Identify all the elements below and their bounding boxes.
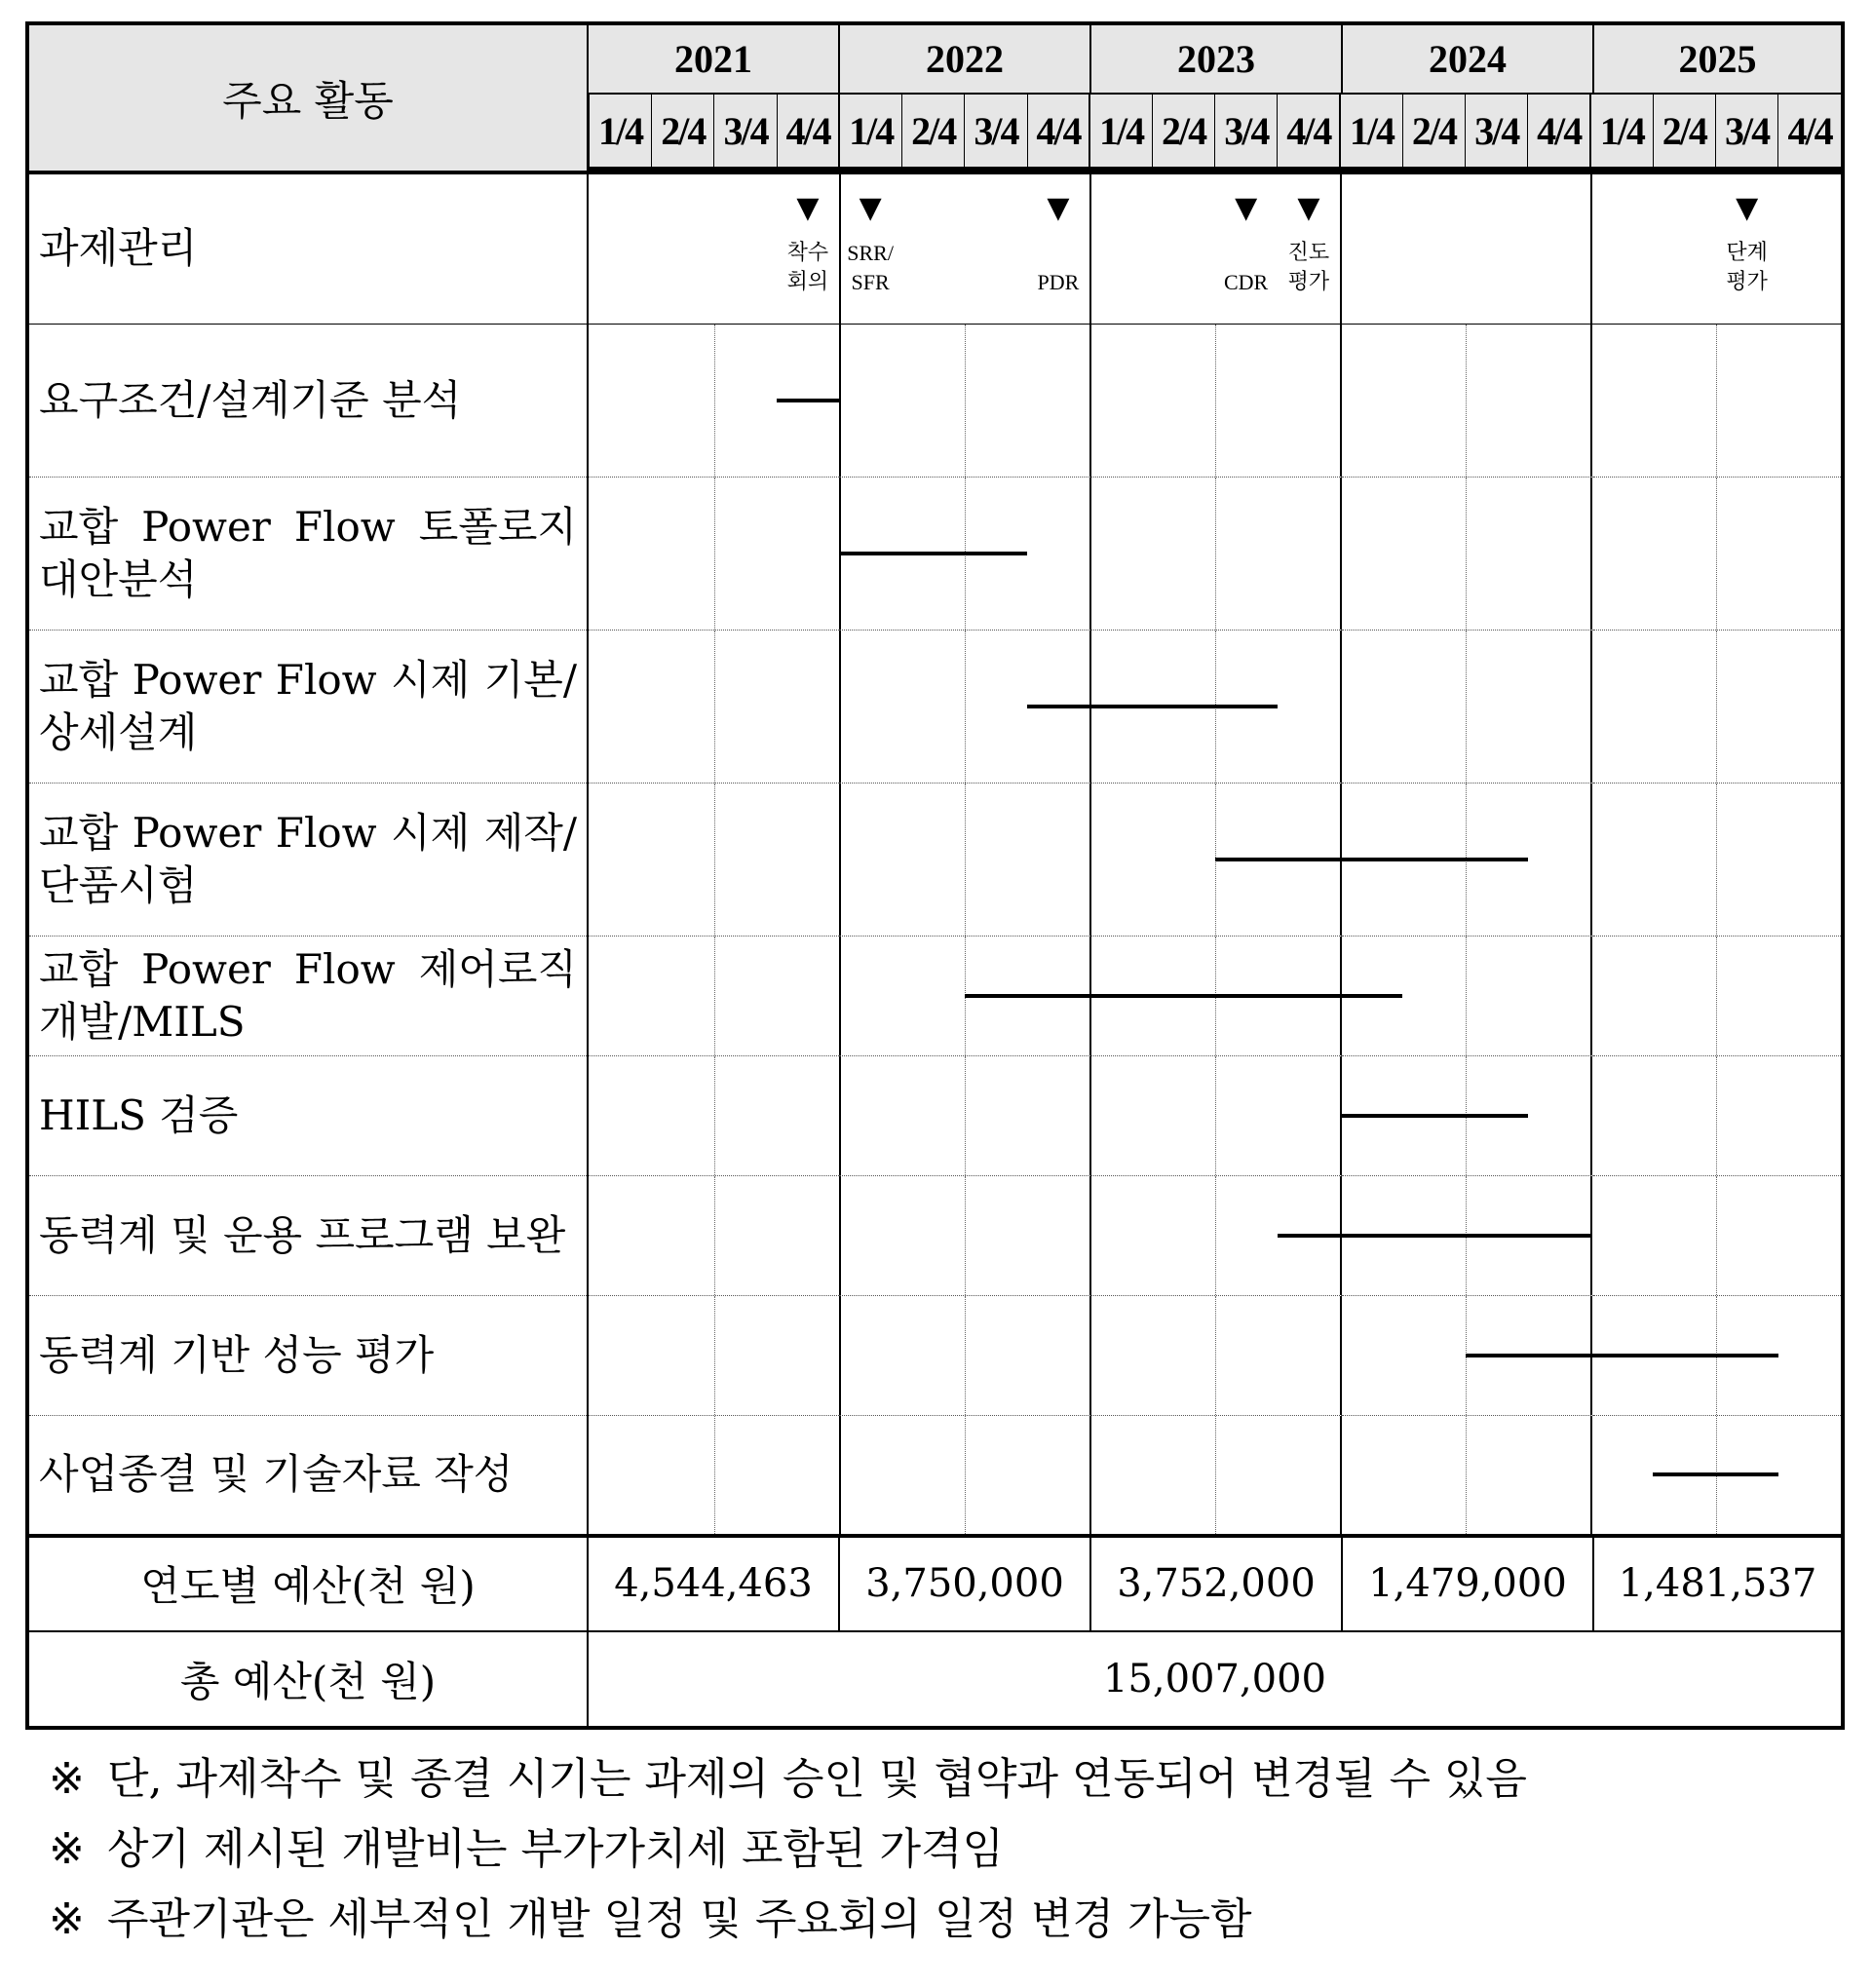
quarter-header: 2/4: [652, 95, 714, 169]
milestone-label: 회의: [786, 270, 829, 294]
milestone-label: SRR/: [847, 241, 894, 265]
half-year-gridline: [965, 784, 966, 936]
gantt-area: [588, 631, 1843, 784]
year-gridline: [1089, 784, 1091, 936]
gantt-area: [588, 1416, 1843, 1536]
half-year-gridline: [714, 1296, 715, 1415]
milestone-label: 평가: [1287, 270, 1330, 294]
quarter-header: 4/4: [1528, 95, 1590, 169]
year-gridline: [1340, 1296, 1342, 1415]
year-gridline: [1590, 174, 1592, 324]
budget-2022: 3,750,000: [839, 1536, 1090, 1632]
half-year-gridline: [1215, 1296, 1216, 1415]
year-gridline: [1590, 937, 1592, 1055]
half-year-gridline: [1716, 631, 1717, 783]
total-budget-value: 15,007,000: [588, 1631, 1843, 1728]
activity-row: [27, 784, 1843, 937]
quarter-header: 2/4: [1152, 95, 1214, 169]
year-gridline: [839, 1416, 841, 1533]
milestone-label: 평가: [1726, 270, 1768, 294]
half-year-gridline: [1716, 784, 1717, 936]
schedule-bar: [1278, 1234, 1590, 1238]
milestone-label: 단계: [1726, 241, 1768, 265]
activity-label: 과제관리: [27, 172, 588, 324]
half-year-gridline: [965, 325, 966, 477]
gantt-area: [588, 1176, 1843, 1296]
quarter-header: 1/4: [1590, 95, 1653, 169]
gantt-area: [588, 1056, 1843, 1176]
quarter-header: 4/4: [1027, 95, 1089, 169]
year-gridline: [1590, 1056, 1592, 1175]
schedule-table: [25, 21, 1845, 1730]
activity-label: 교합 Power Flow 시제 기본/상세설계: [27, 631, 588, 784]
notes-section: [49, 1744, 1842, 1955]
budget-2023: 3,752,000: [1090, 1536, 1342, 1632]
quarter-header: 1/4: [590, 95, 652, 169]
half-year-gridline: [1215, 478, 1216, 630]
schedule-bar: [839, 552, 1027, 555]
activity-label: HILS 검증: [27, 1056, 588, 1176]
quarter-header: 4/4: [1278, 95, 1340, 169]
half-year-gridline: [714, 1176, 715, 1295]
quarter-header: 2/4: [1402, 95, 1465, 169]
schedule-bar: [1653, 1472, 1778, 1476]
year-gridline: [1590, 478, 1592, 630]
half-year-gridline: [1466, 1416, 1467, 1533]
activity-row: [27, 631, 1843, 784]
gantt-area: [588, 324, 1843, 477]
half-year-gridline: [1716, 937, 1717, 1055]
half-year-gridline: [1716, 478, 1717, 630]
activity-label: 교합 Power Flow 토폴로지 대안분석: [27, 477, 588, 630]
milestone-label: PDR: [1037, 270, 1080, 294]
budget-2025: 1,481,537: [1593, 1536, 1843, 1632]
year-gridline: [1340, 325, 1342, 477]
activity-label: 동력계 기반 성능 평가: [27, 1296, 588, 1416]
schedule-bar: [965, 994, 1403, 998]
gantt-area: [588, 1296, 1843, 1416]
schedule-bar: [1215, 858, 1528, 861]
year-gridline: [1590, 631, 1592, 783]
half-year-gridline: [714, 631, 715, 783]
year-gridline: [839, 325, 841, 477]
year-gridline: [1590, 1416, 1592, 1533]
year-header-2023: 2023: [1090, 23, 1342, 94]
total-budget-row: [27, 1631, 1843, 1728]
half-year-gridline: [714, 937, 715, 1055]
half-year-gridline: [714, 478, 715, 630]
activity-label: 교합 Power Flow 제어로직 개발/MILS: [27, 937, 588, 1056]
year-header-2021: 2021: [588, 23, 839, 94]
triangle-down-icon: ▼: [1736, 191, 1759, 225]
activity-row: [27, 1296, 1843, 1416]
note-item: [49, 1885, 1842, 1955]
half-year-gridline: [1466, 631, 1467, 783]
quarter-header: 4/4: [1778, 95, 1841, 169]
activity-row: [27, 172, 1843, 324]
year-gridline: [1089, 478, 1091, 630]
half-year-gridline: [965, 1056, 966, 1175]
activity-row: [27, 1176, 1843, 1296]
reference-mark: ※: [49, 1754, 85, 1804]
year-header-2022: 2022: [839, 23, 1090, 94]
year-gridline: [1590, 784, 1592, 936]
quarter-header: 2/4: [902, 95, 965, 169]
quarter-header: 1/4: [839, 95, 901, 169]
quarter-header: 2/4: [1653, 95, 1715, 169]
year-gridline: [1340, 1416, 1342, 1533]
half-year-gridline: [1466, 937, 1467, 1055]
triangle-down-icon: ▼: [1235, 191, 1258, 225]
triangle-down-icon: ▼: [796, 191, 820, 225]
year-gridline: [839, 631, 841, 783]
budget-2021: 4,544,463: [588, 1536, 839, 1632]
quarter-header: 4/4: [777, 95, 839, 169]
milestone-label: 착수: [786, 241, 829, 265]
half-year-gridline: [1215, 1176, 1216, 1295]
triangle-down-icon: ▼: [1047, 191, 1070, 225]
quarter-header: 3/4: [965, 95, 1027, 169]
year-gridline: [839, 1176, 841, 1295]
year-gridline: [839, 937, 841, 1055]
milestone-marker: [1708, 191, 1786, 297]
half-year-gridline: [714, 784, 715, 936]
half-year-gridline: [965, 631, 966, 783]
quarter-header: 3/4: [714, 95, 777, 169]
yearly-budget-label: 연도별 예산(천 원): [27, 1536, 588, 1632]
reference-mark: ※: [49, 1824, 85, 1874]
gantt-area: [588, 937, 1843, 1056]
half-year-gridline: [1215, 1416, 1216, 1533]
year-gridline: [1089, 1056, 1091, 1175]
half-year-gridline: [714, 1056, 715, 1175]
year-gridline: [839, 1056, 841, 1175]
year-gridline: [1089, 325, 1091, 477]
total-budget-label: 총 예산(천 원): [27, 1631, 588, 1728]
quarter-header: 1/4: [1089, 95, 1152, 169]
activity-label: 교합 Power Flow 시제 제작/단품시험: [27, 784, 588, 937]
gantt-area: [588, 477, 1843, 630]
milestone-marker: [1019, 191, 1097, 297]
milestone-marker: [831, 191, 909, 297]
activity-row: [27, 477, 1843, 630]
reference-mark: ※: [49, 1894, 85, 1944]
half-year-gridline: [1716, 1056, 1717, 1175]
half-year-gridline: [965, 1416, 966, 1533]
quarter-header: 1/4: [1340, 95, 1402, 169]
year-header-2025: 2025: [1593, 23, 1843, 94]
activity-column-title: 주요 활동: [27, 23, 588, 172]
activity-row: [27, 324, 1843, 477]
half-year-gridline: [1466, 478, 1467, 630]
gantt-area: [588, 784, 1843, 937]
quarter-header: 3/4: [1466, 95, 1528, 169]
activity-label: 사업종결 및 기술자료 작성: [27, 1416, 588, 1536]
milestone-label: CDR: [1224, 270, 1269, 294]
year-gridline: [839, 1296, 841, 1415]
half-year-gridline: [1215, 1056, 1216, 1175]
activity-row: [27, 1056, 1843, 1176]
year-gridline: [1590, 325, 1592, 477]
half-year-gridline: [1716, 325, 1717, 477]
note-text: 상기 제시된 개발비는 부가가치세 포함된 가격임: [107, 1824, 1005, 1874]
year-gridline: [1089, 1176, 1091, 1295]
year-gridline: [1590, 1176, 1592, 1295]
activity-row: [27, 1416, 1843, 1536]
year-header-2024: 2024: [1342, 23, 1593, 94]
milestone-label: 진도: [1287, 241, 1330, 265]
year-gridline: [1340, 478, 1342, 630]
note-text: 단, 과제착수 및 종결 시기는 과제의 승인 및 협약과 연동되어 변경될 수 있음: [107, 1754, 1527, 1804]
year-gridline: [1089, 1296, 1091, 1415]
schedule-bar: [777, 399, 839, 402]
half-year-gridline: [965, 1296, 966, 1415]
quarter-header: 3/4: [1715, 95, 1777, 169]
half-year-gridline: [965, 1176, 966, 1295]
gantt-area: [588, 172, 1843, 324]
quarter-header-table: [589, 95, 1841, 171]
triangle-down-icon: ▼: [859, 191, 882, 225]
schedule-bar: [1340, 1114, 1528, 1118]
half-year-gridline: [1466, 325, 1467, 477]
year-gridline: [839, 784, 841, 936]
year-gridline: [1089, 1416, 1091, 1533]
note-item: [49, 1744, 1842, 1815]
quarter-header: 3/4: [1215, 95, 1278, 169]
half-year-gridline: [714, 325, 715, 477]
year-gridline: [1340, 631, 1342, 783]
activity-label: 동력계 및 운용 프로그램 보완: [27, 1176, 588, 1296]
schedule-bar: [1027, 705, 1278, 708]
milestone-marker: [1270, 191, 1348, 297]
half-year-gridline: [1215, 325, 1216, 477]
activity-label: 요구조건/설계기준 분석: [27, 324, 588, 477]
triangle-down-icon: ▼: [1297, 191, 1320, 225]
milestone-label: SFR: [851, 270, 890, 294]
note-item: [49, 1815, 1842, 1885]
yearly-budget-row: [27, 1536, 1843, 1632]
activity-row: [27, 937, 1843, 1056]
half-year-gridline: [714, 1416, 715, 1533]
budget-2024: 1,479,000: [1342, 1536, 1593, 1632]
note-text: 주관기관은 세부적인 개발 일정 및 주요회의 일정 변경 가능함: [107, 1894, 1252, 1944]
year-header-row: [27, 23, 1843, 94]
half-year-gridline: [1716, 1176, 1717, 1295]
schedule-bar: [1466, 1354, 1778, 1357]
